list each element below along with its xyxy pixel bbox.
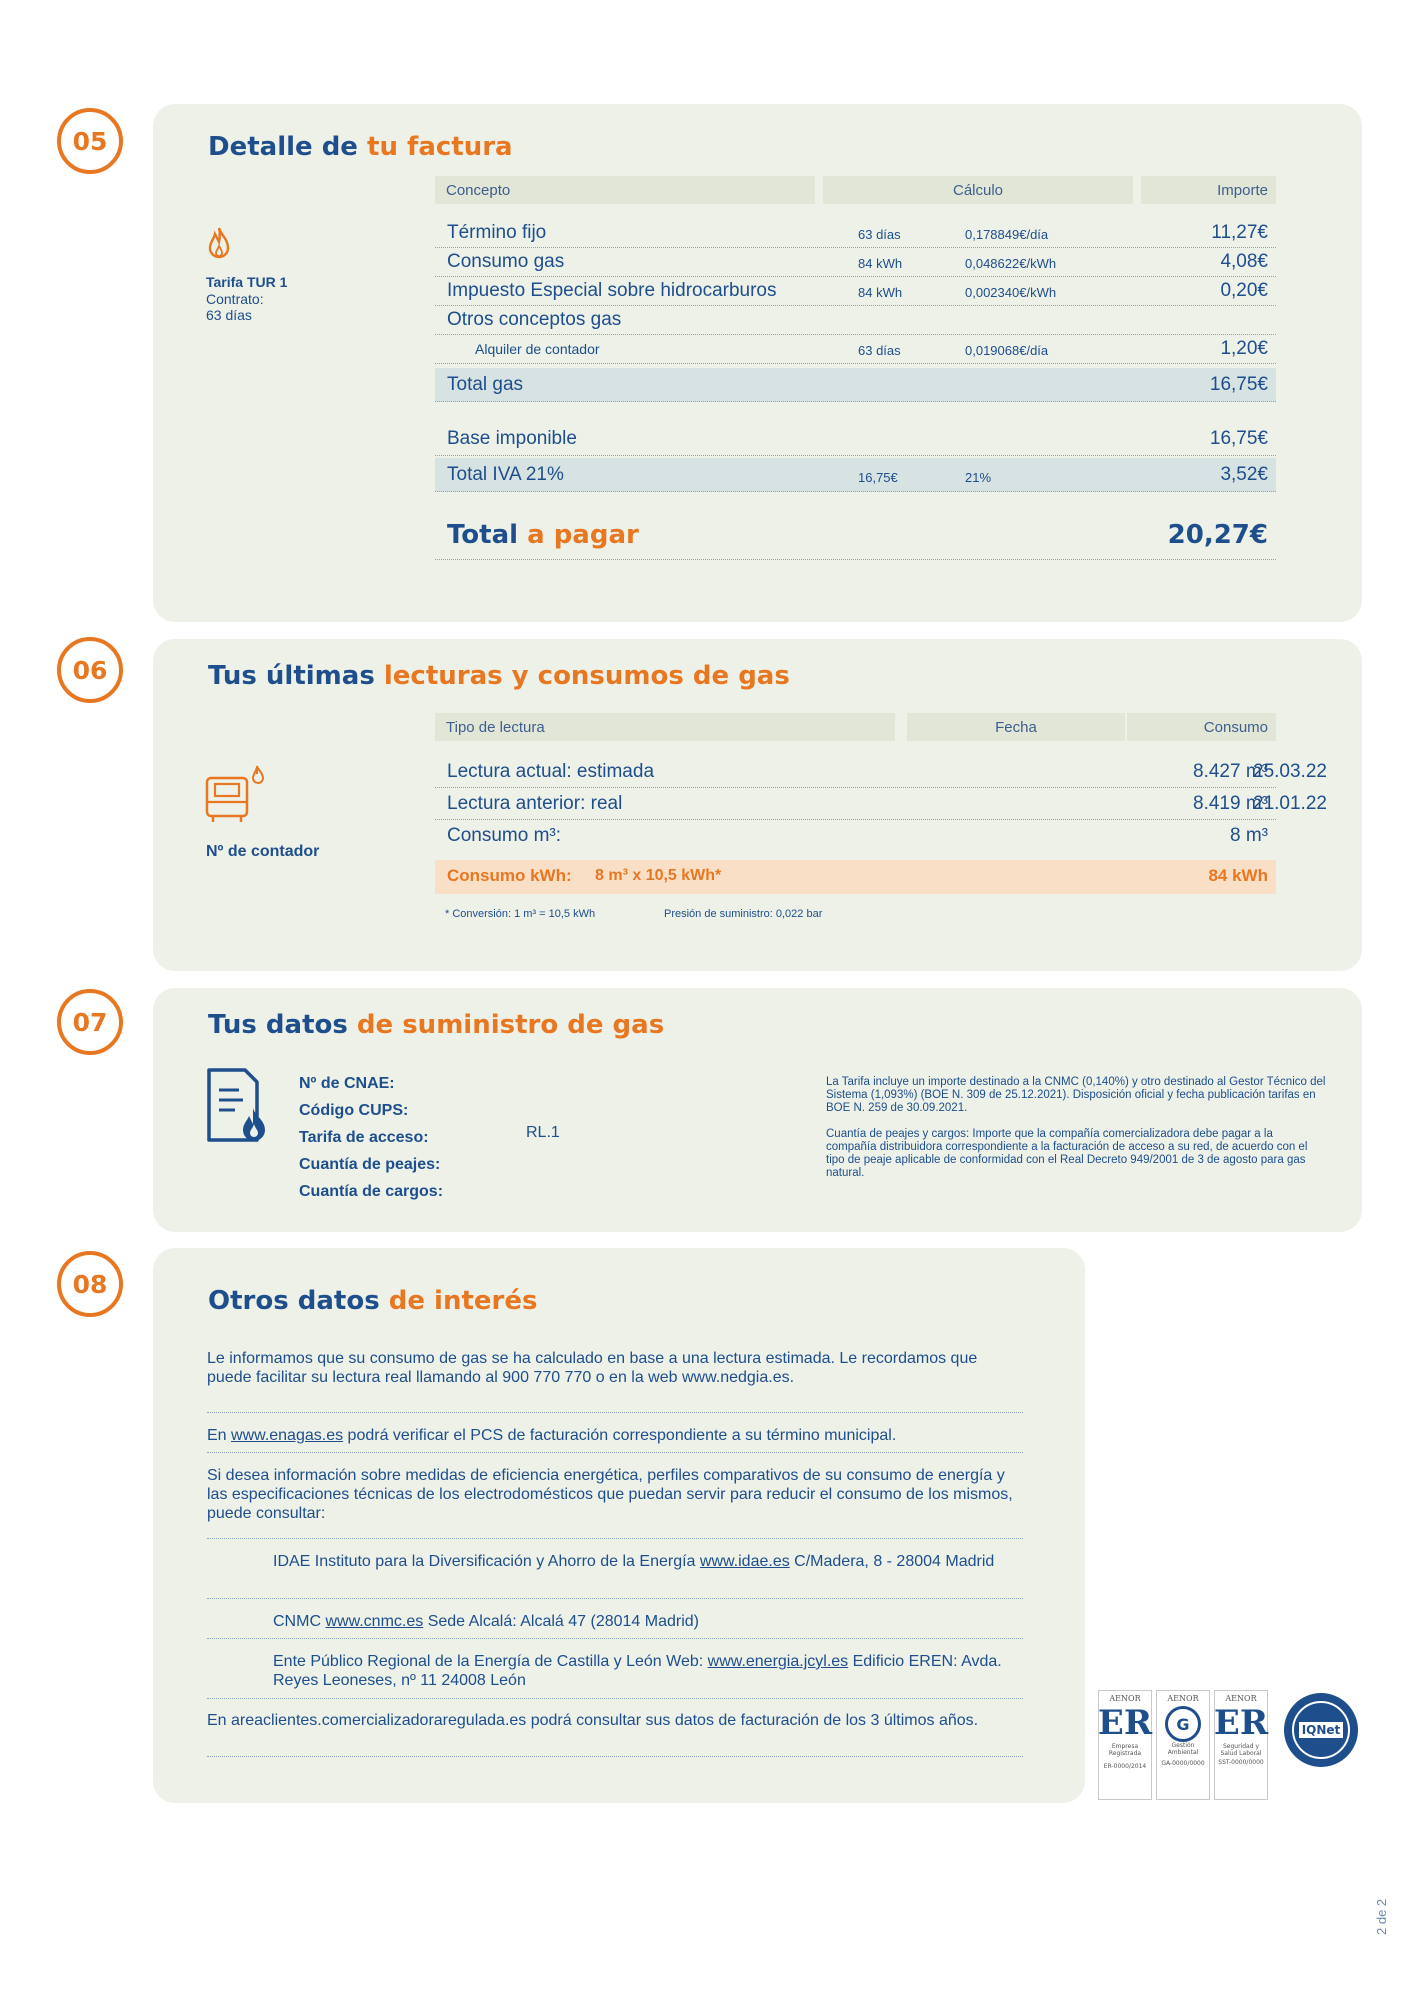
col-header-consumo: Consumo (1127, 713, 1276, 741)
divider (207, 1538, 1023, 1539)
iva-row: Total IVA 21% 16,75€ 21% 3,52€ (435, 458, 1276, 492)
conversion-note: * Conversión: 1 m³ = 10,5 kWh (445, 908, 596, 920)
divider (207, 1698, 1023, 1699)
contrato-label: Contrato: (206, 291, 264, 307)
section-number-07: 07 (57, 989, 123, 1055)
section-number-08: 08 (57, 1251, 123, 1317)
section-title: Tus datos de suministro de gas (208, 1010, 665, 1040)
total-amount: 20,27€ (1167, 520, 1268, 550)
section-title: Otros datos de interés (208, 1286, 538, 1316)
eren-text: Ente Público Regional de la Energía de Castilla y León Web: www.energia.jcyl.es Edificio EREN: Avda. Reyes Leoneses, nº 11 24008 León (273, 1653, 1002, 1689)
supply-data-card (153, 988, 1362, 1232)
document-gas-icon (205, 1066, 271, 1150)
table-row: Consumo gas 84 kWh 0,048622€/kWh 4,08€ (435, 248, 1276, 277)
flame-icon (206, 226, 232, 264)
aenor-sst-logo: AENOR ER Seguridad y Salud Laboral SST-0000/0000 (1214, 1690, 1268, 1800)
cnmc-link[interactable]: www.cnmc.es (325, 1613, 424, 1630)
cnae-label: Nº de CNAE: (299, 1075, 395, 1092)
table-row: Lectura anterior: real 21.01.22 8.419 m³ (435, 788, 1276, 820)
invoice-detail-card (153, 104, 1362, 622)
section-title: Tus últimas lecturas y consumos de gas (208, 661, 790, 691)
table-row: Otros conceptos gas (435, 306, 1276, 335)
contrato-days: 63 días (206, 307, 252, 323)
tarifa-note: La Tarifa incluye un importe destinado a la CNMC (0,140%) y otro destinado al Gestor Técnico del Sistema (1,093%) (BOE N. 309 de 25.12.2021). Disposición oficial y fecha publicación tarifas en BOE N. 259 de 30.09.2021. (826, 1076, 1326, 1114)
tarifa-acceso-value: RL.1 (526, 1124, 560, 1141)
cups-label: Código CUPS: (299, 1102, 409, 1119)
efficiency-text: Si desea información sobre medidas de eficiencia energética, perfiles comparativos de su consumo de energía y las especificaciones técnicas de los electrodomésticos que puedan servir para reducir el consumo de los mismos, puede consultar: (207, 1467, 1013, 1522)
table-row: Lectura actual: estimada 25.03.22 8.427 m³ (435, 756, 1276, 788)
divider (207, 1452, 1023, 1453)
gas-meter-icon (205, 764, 265, 830)
total-pay-row: Total a pagar 20,27€ (435, 512, 1276, 560)
cargos-label: Cuantía de cargos: (299, 1183, 444, 1200)
section-number-05: 05 (57, 108, 123, 174)
col-header-calculo: Cálculo (823, 176, 1133, 204)
eren-link[interactable]: www.energia.jcyl.es (707, 1653, 849, 1670)
col-header-tipo: Tipo de lectura (435, 713, 895, 741)
divider (207, 1412, 1023, 1413)
divider (207, 1598, 1023, 1599)
section-title: Detalle de tu factura (208, 132, 513, 162)
idae-link[interactable]: www.idae.es (699, 1553, 790, 1570)
table-row: Consumo m³: 8 m³ (447, 825, 1268, 846)
kwh-row: Consumo kWh: 8 m³ x 10,5 kWh* 84 kWh (435, 860, 1276, 894)
areaclientes-text: En areaclientes.comercializadoraregulada.es podrá consultar sus datos de facturación de los 3 últimos años. (207, 1712, 979, 1729)
peajes-note: Cuantía de peajes y cargos: Importe que la compañía comercializadora debe pagar a la compañía distribuidora correspondiente a la facturación de acceso a su red, de acuerdo con el tipo de peaje aplicable de conformidad con el Real Decreto 949/2001 de 3 de agosto para gas natural. (826, 1128, 1308, 1179)
contador-label: Nº de contador (206, 843, 320, 860)
tarifa-label: Tarifa TUR 1 (206, 274, 288, 290)
table-row: Término fijo 63 días 0,178849€/día 11,27€ (435, 219, 1276, 248)
pressure-note: Presión de suministro: 0,022 bar (664, 908, 823, 920)
table-row: Impuesto Especial sobre hidrocarburos 84 kWh 0,002340€/kWh 0,20€ (435, 277, 1276, 306)
estimated-reading-text: Le informamos que su consumo de gas se ha calculado en base a una lectura estimada. Le recordamos que puede facilitar su lectura real llamando al 900 770 770 o en la web www.nedgia.es. (207, 1350, 978, 1386)
ga-circle-icon: G (1165, 1706, 1201, 1742)
aenor-er-logo: AENOR ER Empresa Registrada ER-0000/2014 (1098, 1690, 1152, 1800)
other-info-card (153, 1248, 1085, 1803)
divider (207, 1638, 1023, 1639)
aenor-ga-logo: AENOR G Gestión Ambiental GA-0000/0000 (1156, 1690, 1210, 1800)
iqnet-logo: IQNet (1284, 1693, 1358, 1767)
divider (207, 1756, 1023, 1757)
peajes-label: Cuantía de peajes: (299, 1156, 441, 1173)
enagas-link[interactable]: www.enagas.es (231, 1427, 344, 1444)
readings-card (153, 639, 1362, 971)
enagas-text: En www.enagas.es podrá verificar el PCS de facturación correspondiente a su término municipal. (207, 1427, 897, 1444)
cnmc-text: CNMC www.cnmc.es Sede Alcalá: Alcalá 47 (28014 Madrid) (273, 1613, 699, 1630)
idae-text: IDAE Instituto para la Diversificación y Ahorro de la Energía www.idae.es C/Madera, 8 - 28004 Madrid (273, 1553, 995, 1570)
col-header-importe: Importe (1141, 176, 1276, 204)
table-row: Alquiler de contador 63 días 0,019068€/día 1,20€ (435, 335, 1276, 364)
col-header-fecha: Fecha (907, 713, 1125, 741)
tarifa-acceso-label: Tarifa de acceso: (299, 1129, 429, 1146)
col-header-concepto: Concepto (435, 176, 815, 204)
total-gas-row: Total gas 16,75€ (435, 368, 1276, 402)
base-row: Base imponible 16,75€ (435, 422, 1276, 456)
page-number: 2 de 2 (1374, 1898, 1389, 1935)
section-number-06: 06 (57, 637, 123, 703)
